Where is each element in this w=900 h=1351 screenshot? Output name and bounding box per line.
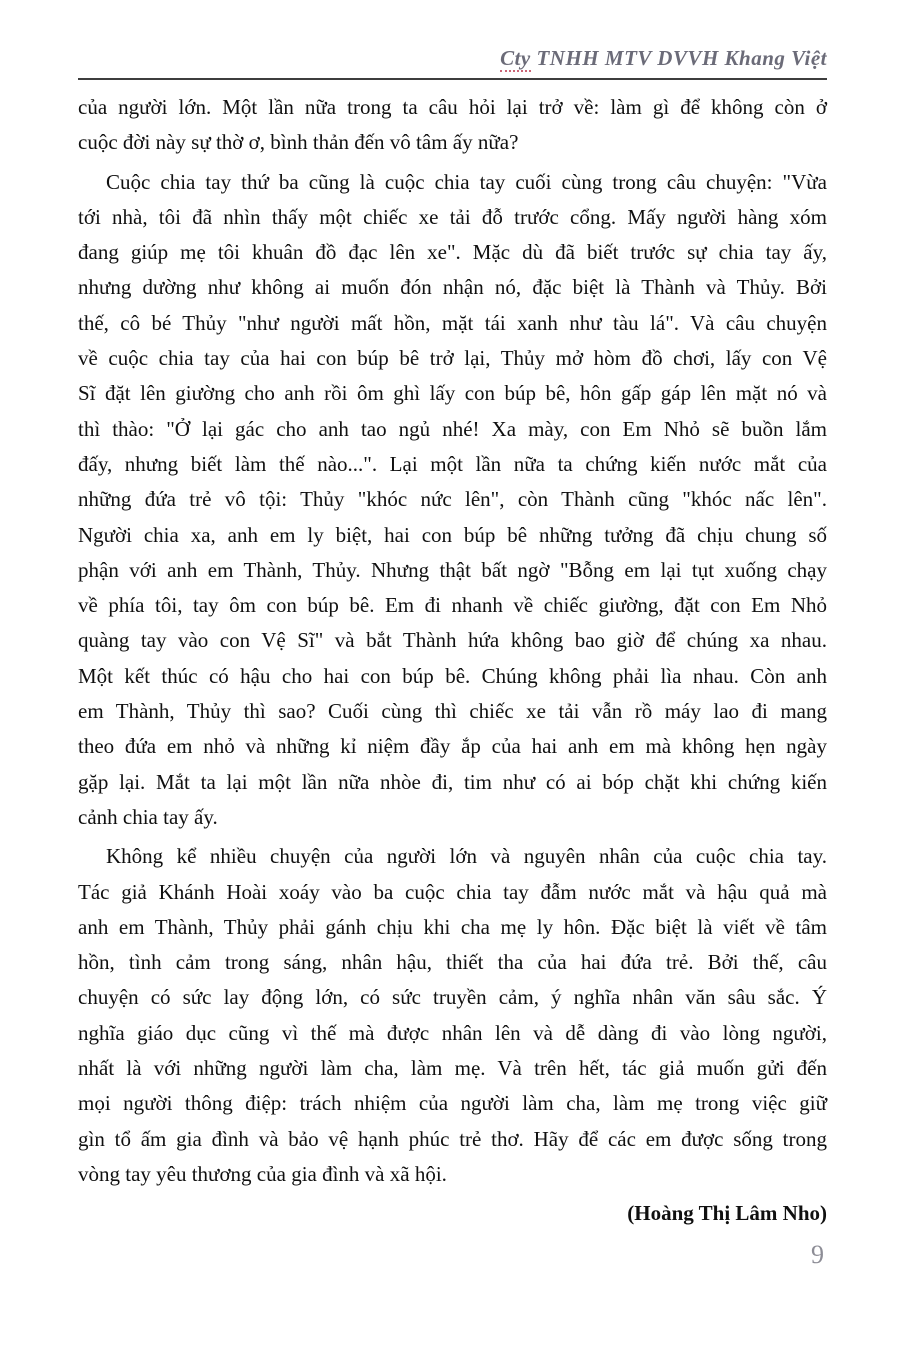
- text-line: Cuộc chia tay thứ ba cũng là cuộc chia tay cuối cùng trong câu chuyện: "Vừa: [106, 169, 827, 194]
- header-company-prefix: Cty: [500, 46, 531, 70]
- text-line: vòng tay yêu thương của gia đình và xã hội.: [78, 1161, 447, 1186]
- text-line: nhưng dường như không ai muốn đón nhận nó, đặc biệt là Thành và Thủy. Bởi: [78, 275, 827, 300]
- text-line: Tác giả Khánh Hoài xoáy vào ba cuộc chia tay đẫm nước mắt và hậu quả mà: [78, 879, 827, 904]
- text-line: quàng tay vào con Vệ Sĩ" và bắt Thành hứa không bao giờ để chúng xa nhau.: [78, 628, 827, 653]
- text-line: đấy, nhưng biết làm thế nào...". Lại một lần nữa ta chứng kiến nước mắt của: [78, 451, 827, 476]
- text-line: Một kết thúc có hậu cho hai con búp bê. Chúng không phải lìa nhau. Còn anh: [78, 663, 827, 688]
- text-line: cảnh chia tay ấy.: [78, 804, 218, 829]
- text-line: cuộc đời này sự thờ ơ, bình thản đến vô tâm ấy nữa?: [78, 130, 519, 155]
- text-line: tới nhà, tôi đã nhìn thấy một chiếc xe tải đỗ trước cổng. Mấy người hàng xóm: [78, 204, 827, 229]
- text-line: đang giúp mẹ tôi khuân đồ đạc lên xe". Mặc dù đã biết trước sự chia tay ấy,: [78, 240, 827, 265]
- header-company-rest: TNHH MTV DVVH Khang Việt: [530, 46, 827, 70]
- text-line: mọi người thông điệp: trách nhiệm của người làm cha, làm mẹ trong việc giữ: [78, 1091, 827, 1116]
- text-line: em Thành, Thủy thì sao? Cuối cùng thì chiếc xe tải vẫn rồ máy lao đi mang: [78, 699, 827, 724]
- text-line: Sĩ đặt lên giường cho anh rồi ôm ghì lấy con búp bê, hôn gấp gáp lên mặt nó và: [78, 381, 827, 406]
- text-line: Không kể nhiều chuyện của người lớn và nguyên nhân của cuộc chia tay.: [106, 844, 827, 869]
- paragraph: [78, 839, 827, 1192]
- text-line: phận với anh em Thành, Thủy. Nhưng thật bất ngờ "Bỗng em lại tụt xuống chạy: [78, 557, 827, 582]
- text-line: anh em Thành, Thủy phải gánh chịu khi cha mẹ ly hôn. Đặc biệt là viết về tâm: [78, 914, 827, 939]
- text-line: hồn, tình cảm trong sáng, nhân hậu, thiết tha của hai đứa trẻ. Bởi thế, câu: [78, 950, 827, 975]
- text-line: về phía tôi, tay ôm con búp bê. Em đi nhanh về chiếc giường, đặt con Em Nhỏ: [78, 593, 827, 618]
- text-line: Người chia xa, anh em ly biệt, hai con búp bê những tưởng đã chịu chung số: [78, 522, 827, 547]
- paragraph: [78, 90, 827, 161]
- page-number: 9: [811, 1240, 824, 1269]
- document-body: [78, 90, 827, 1192]
- text-line: những đứa trẻ vô tội: Thủy "khóc nức lên", còn Thành cũng "khóc nấc lên".: [78, 487, 827, 512]
- text-line: nghĩa giáo dục cũng vì thế mà được nhân lên và dễ dàng đi vào lòng người,: [78, 1020, 827, 1045]
- text-line: theo đứa em nhỏ và những kỉ niệm đầy ắp của hai anh em mà không hẹn ngày: [78, 734, 827, 759]
- text-line: của người lớn. Một lần nữa trong ta câu hỏi lại trở về: làm gì để không còn ở: [78, 95, 827, 119]
- author-signature: (Hoàng Thị Lâm Nho): [627, 1201, 827, 1226]
- text-line: nhất là với những người làm cha, làm mẹ. Và trên hết, tác giả muốn gửi đến: [78, 1056, 827, 1081]
- text-line: thì thào: "Ở lại gác cho anh tao ngủ nhé! Xa mày, con Em Nhỏ sẽ buồn lắm: [78, 416, 827, 441]
- header-company-title: [78, 46, 827, 71]
- text-line: thế, cô bé Thủy "như người mất hồn, mặt tái xanh như tàu lá". Và câu chuyện: [78, 310, 827, 335]
- text-line: chuyện có sức lay động lớn, có sức truyền cảm, ý nghĩa nhân văn sâu sắc. Ý: [78, 985, 827, 1010]
- text-line: gìn tổ ấm gia đình và bảo vệ hạnh phúc trẻ thơ. Hãy để các em được sống trong: [78, 1126, 827, 1151]
- page-header: [78, 0, 827, 80]
- paragraph: [78, 165, 827, 836]
- text-line: về cuộc chia tay của hai con búp bê trở lại, Thủy mở hòm đồ chơi, lấy con Vệ: [78, 346, 827, 371]
- text-line: gặp lại. Mắt ta lại một lần nữa nhòe đi, tim như có ai bóp chặt khi chứng kiến: [78, 769, 827, 794]
